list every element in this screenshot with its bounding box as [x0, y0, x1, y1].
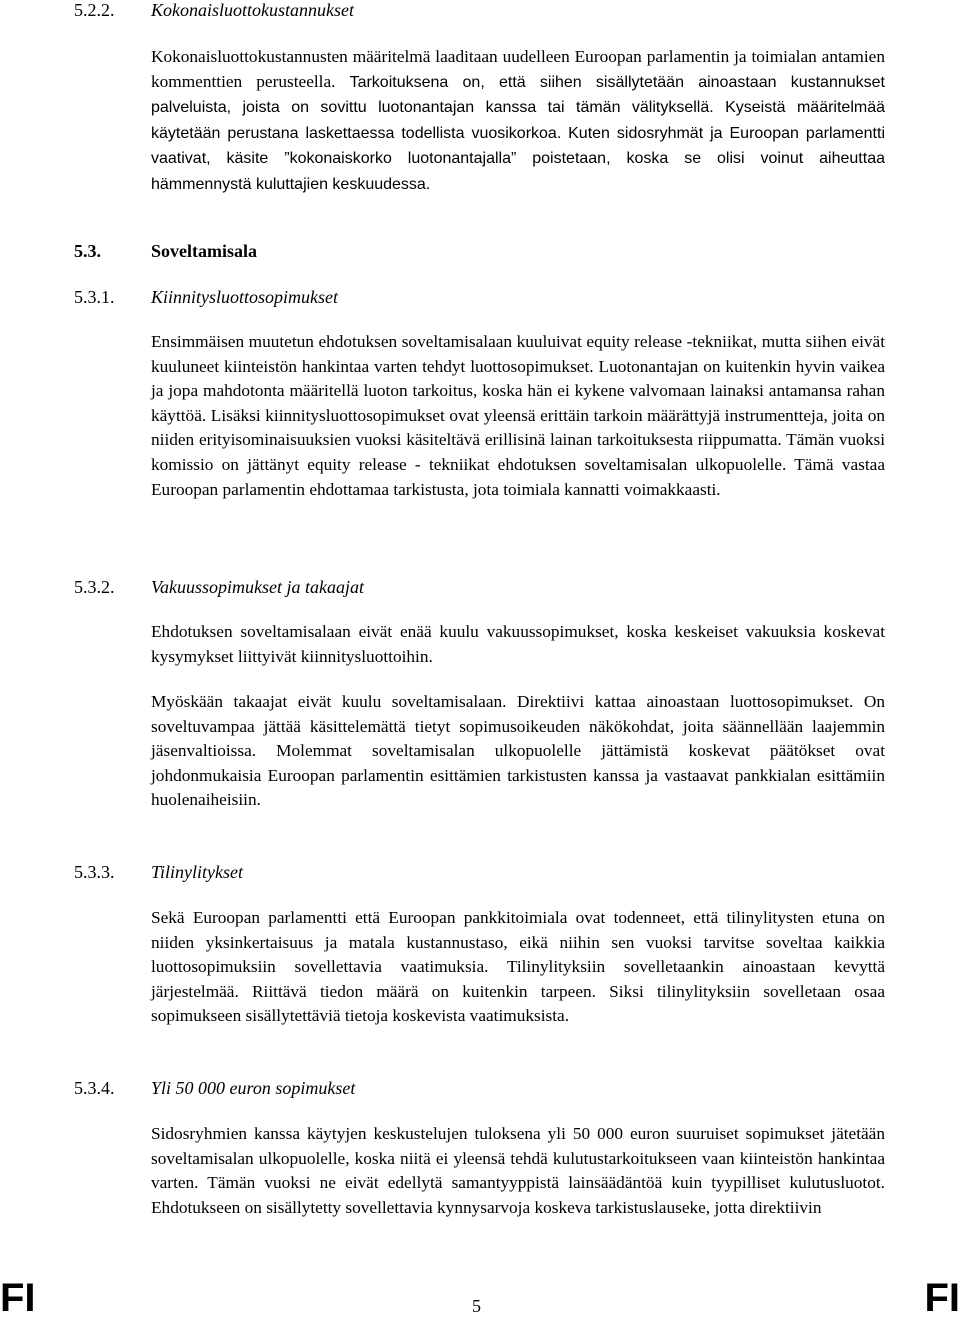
section-number: 5.3. [74, 241, 101, 261]
section-number: 5.3.1. [74, 287, 115, 307]
footer-language-left: FI [0, 1276, 36, 1320]
footer-language-right: FI [924, 1276, 960, 1320]
section-title: Kokonaisluottokustannukset [151, 0, 354, 20]
paragraph-5-3-3: Sekä Euroopan parlamentti että Euroopan pankkitoimiala ovat todenneet, että tilinylitysten etuna on niiden yksinkertaisuus ja matala kustannustaso, eikä niihin sen vuoksi tarvitse soveltaa kaikkia luottosopimuksiin sovellettavia vaatimuksia. Tilinylityksiin sovelletaankin ainoastaan kevyttä järjestelmää. Riittävä tiedon määrä on kuitenkin tarpeen. Siksi tilinylityksiin sovelletaan osaa sopimukseen sisällytettäviä tietoja koskevista vaatimuksista. [151, 908, 885, 1026]
paragraph-5-3-2-a: Ehdotuksen soveltamisalaan eivät enää kuulu vakuussopimukset, koska keskeiset vakuuksia koskevat kysymykset liittyivät kiinnitysluottoihin. [151, 622, 885, 666]
section-title: Yli 50 000 euron sopimukset [151, 1078, 356, 1098]
paragraph-5-3-1: Ensimmäisen muutetun ehdotuksen soveltamisalaan kuuluivat equity release -tekniikat, mutta siihen eivät kuuluneet kiinteistön hankintaa varten tehdyt luottosopimukset. Luotonantajan on kuitenkin hyvin vaikea ja jopa mahdotonta määritellä luoton tarkoitus, koska hän ei kykene valvomaan lainaksi antamansa rahan käyttöä. Lisäksi kiinnitysluottosopimukset ovat yleensä erittäin tarkoin määrättyjä instrumentteja, joita on niiden erityisominaisuuksien vuoksi käsiteltävä erillisinä lainan tarkoituksesta riippumatta. Tämän vuoksi komissio on jättänyt equity release - tekniikat ehdotuksen soveltamisalan ulkopuolelle. Tämä vastaa Euroopan parlamentin ehdottamaa tarkistusta, jota toimiala kannatti voimakkaasti. [151, 332, 885, 499]
paragraph-text-sans-b: Kuten sidosryhmät ja Euroopan parlamentti vaativat, käsite ”kokonaiskorko luotonantajalla” poistetaan, koska se olisi voinut aiheuttaa hämmennystä kuluttajien keskuudessa. [151, 124, 886, 193]
section-title: Tilinylitykset [151, 862, 243, 882]
section-title: Kiinnitysluottosopimukset [151, 287, 338, 307]
paragraph-text-serif: Kokonaisluottokustannusten määritelmä laaditaan uudelleen Euroopan parlamentin ja toimialan antamien kommenttien perusteella. [151, 47, 885, 91]
paragraph-5-3-4: Sidosryhmien kanssa käytyjen keskustelujen tuloksena yli 50 000 euron suuruiset sopimukset jätetään soveltamisalan ulkopuolelle, koska niitä ei yleensä tehdä kulutustarkoitukseen vaan kiinteistön hankintaa varten. Tämän vuoksi ne eivät edellytä samantyyppistä lainsäädäntöä kuin tyypilliset kulutusluotot. Ehdotukseen on sisällytetty sovellettavia kynnysarvoja koskeva tarkistuslauseke, jotta direktiivin [151, 1124, 885, 1217]
section-number: 5.3.2. [74, 577, 115, 597]
paragraph-5-2-2 [151, 45, 885, 198]
paragraph-text-sans: Tarkoituksena on, että siihen sisällytetään ainoastaan kustannukset palveluista, joista on sovittu luotonantajan kanssa tai tämän välityksellä. Kyseistä määritelmää käytetään perustana laskettaessa todellista vuosikorkoa. [151, 73, 885, 142]
page-number: 5 [472, 1296, 481, 1316]
section-title: Vakuussopimukset ja takaajat [151, 577, 364, 597]
section-number: 5.2.2. [74, 0, 115, 20]
section-number: 5.3.3. [74, 862, 115, 882]
section-title: Soveltamisala [151, 241, 257, 261]
paragraph-5-3-2-b: Myöskään takaajat eivät kuulu soveltamisalaan. Direktiivi kattaa ainoastaan luottosopimukset. On soveltuvampaa jättää käsittelemättä tietyt sopimusoikeuden näkökohdat, joita säännellään laajemmin jäsenvaltioissa. Molemmat soveltamisalan ulkopuolelle jättämistä koskevat päätökset ovat johdonmukaisia Euroopan parlamentin esittämien tarkistusten kanssa ja vastaavat pankkialan esittämiin huolenaiheisiin. [151, 692, 885, 810]
section-number: 5.3.4. [74, 1078, 115, 1098]
